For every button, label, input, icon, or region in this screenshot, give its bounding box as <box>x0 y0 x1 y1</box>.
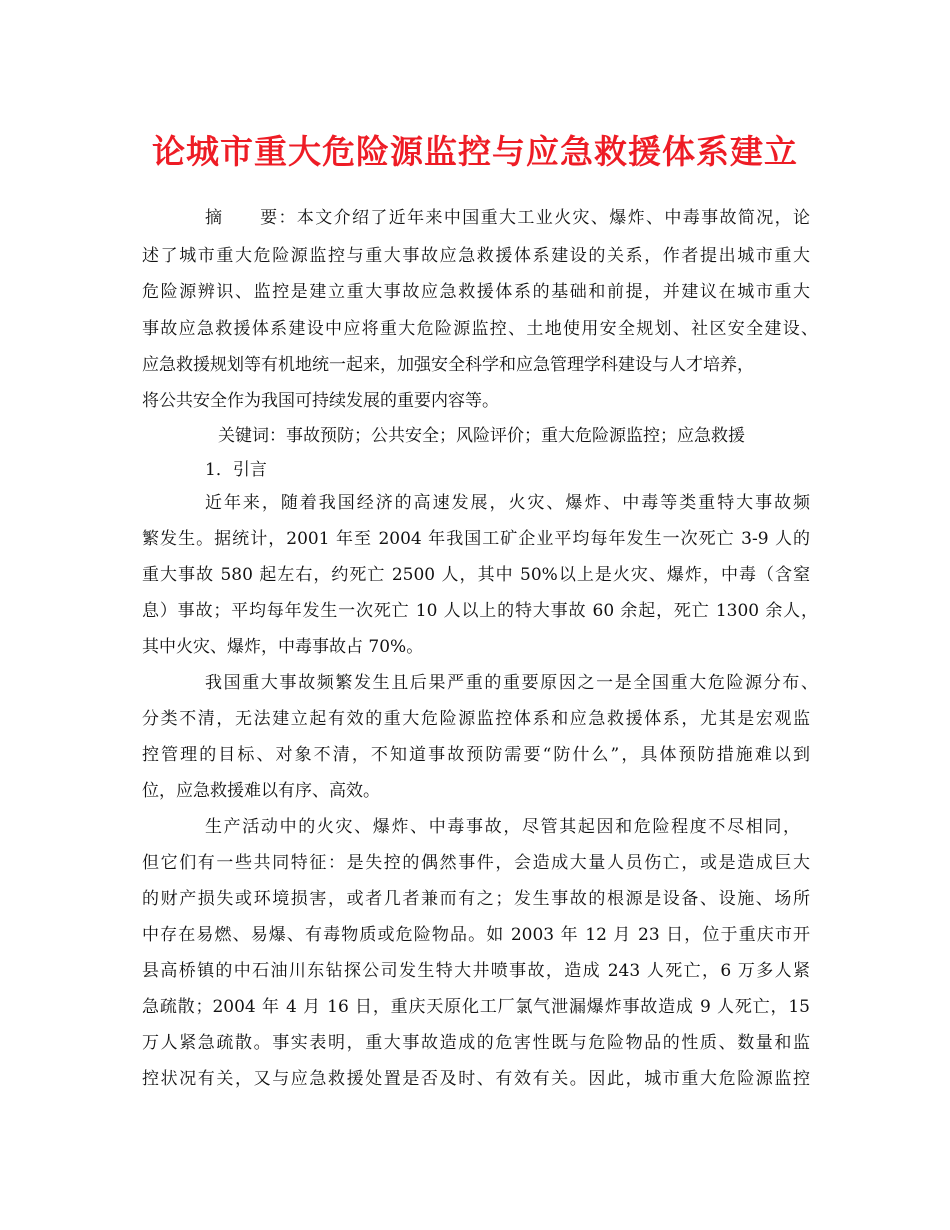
abstract-line-5: 应急救援规划等有机地统一起来，加强安全科学和应急管理学科建设与人才培养， <box>142 355 754 375</box>
paragraph-2-line-4: 位，应急救援难以有序、高效。 <box>142 781 380 801</box>
paragraph-3-line-7: 万人紧急疏散。事实表明，重大事故造成的危害性既与危险物品的性质、数量和监 <box>142 1033 810 1053</box>
paragraph-3-line-1: 生产活动中的火灾、爆炸、中毒事故，尽管其起因和危险程度不尽相同， <box>205 817 800 837</box>
paragraph-3-line-4: 中存在易燃、易爆、有毒物质或危险物品。如 2003 年 12 月 23 日，位于重庆市开 <box>142 925 810 945</box>
keywords-line: 关键词：事故预防；公共安全；风险评价；重大危险源监控；应急救援 <box>218 426 745 446</box>
paragraph-1-line-4: 息）事故；平均每年发生一次死亡 10 人以上的特大事故 60 余起，死亡 1300 余人， <box>142 601 818 621</box>
paragraph-3-line-3: 的财产损失或环境损害，或者几者兼而有之；发生事故的根源是设备、设施、场所 <box>142 889 810 909</box>
paragraph-2-line-2: 分类不清，无法建立起有效的重大危险源监控体系和应急救援体系，尤其是宏观监 <box>142 709 810 729</box>
paragraph-3-line-2: 但它们有一些共同特征：是失控的偶然事件，会造成大量人员伤亡，或是造成巨大 <box>142 853 810 873</box>
document-title: 论城市重大危险源监控与应急救援体系建立 <box>152 132 798 171</box>
paragraph-1-line-5: 其中火灾、爆炸，中毒事故占 70%。 <box>142 637 424 657</box>
paragraph-2-line-1: 我国重大事故频繁发生且后果严重的重要原因之一是全国重大危险源分布、 <box>205 673 818 693</box>
paragraph-1-line-1: 近年来，随着我国经济的高速发展，火灾、爆炸、中毒等类重特大事故频 <box>205 493 810 513</box>
paragraph-3-line-5: 县高桥镇的中石油川东钻探公司发生特大井喷事故，造成 243 人死亡，6 万多人紧 <box>142 961 810 981</box>
abstract-line-6: 将公共安全作为我国可持续发展的重要内容等。 <box>142 391 499 411</box>
abstract-line-2: 述了城市重大危险源监控与重大事故应急救援体系建设的关系，作者提出城市重大 <box>142 246 810 266</box>
paragraph-3-line-8: 控状况有关，又与应急救援处置是否及时、有效有关。因此，城市重大危险源监控 <box>142 1069 810 1089</box>
abstract-line-1: 摘 要：本文介绍了近年来中国重大工业火灾、爆炸、中毒事故简况，论 <box>205 208 810 228</box>
paragraph-1-line-3: 重大事故 580 起左右，约死亡 2500 人，其中 50%以上是火灾、爆炸，中毒（含窒 <box>142 565 810 585</box>
section-heading: 1．引言 <box>205 460 267 480</box>
abstract-line-3: 危险源辨识、监控是建立重大事故应急救援体系的基础和前提，并建议在城市重大 <box>142 282 810 302</box>
paragraph-2-line-3: 控管理的目标、对象不清，不知道事故预防需要“防什么”，具体预防措施难以到 <box>142 745 810 765</box>
paragraph-1-line-2: 繁发生。据统计，2001 年至 2004 年我国工矿企业平均每年发生一次死亡 3-9 人的 <box>142 529 810 549</box>
paragraph-3-line-6: 急疏散；2004 年 4 月 16 日，重庆天原化工厂氯气泄漏爆炸事故造成 9 人死亡，15 <box>142 997 810 1017</box>
abstract-line-4: 事故应急救援体系建设中应将重大危险源监控、土地使用安全规划、社区安全建设、 <box>142 319 818 339</box>
